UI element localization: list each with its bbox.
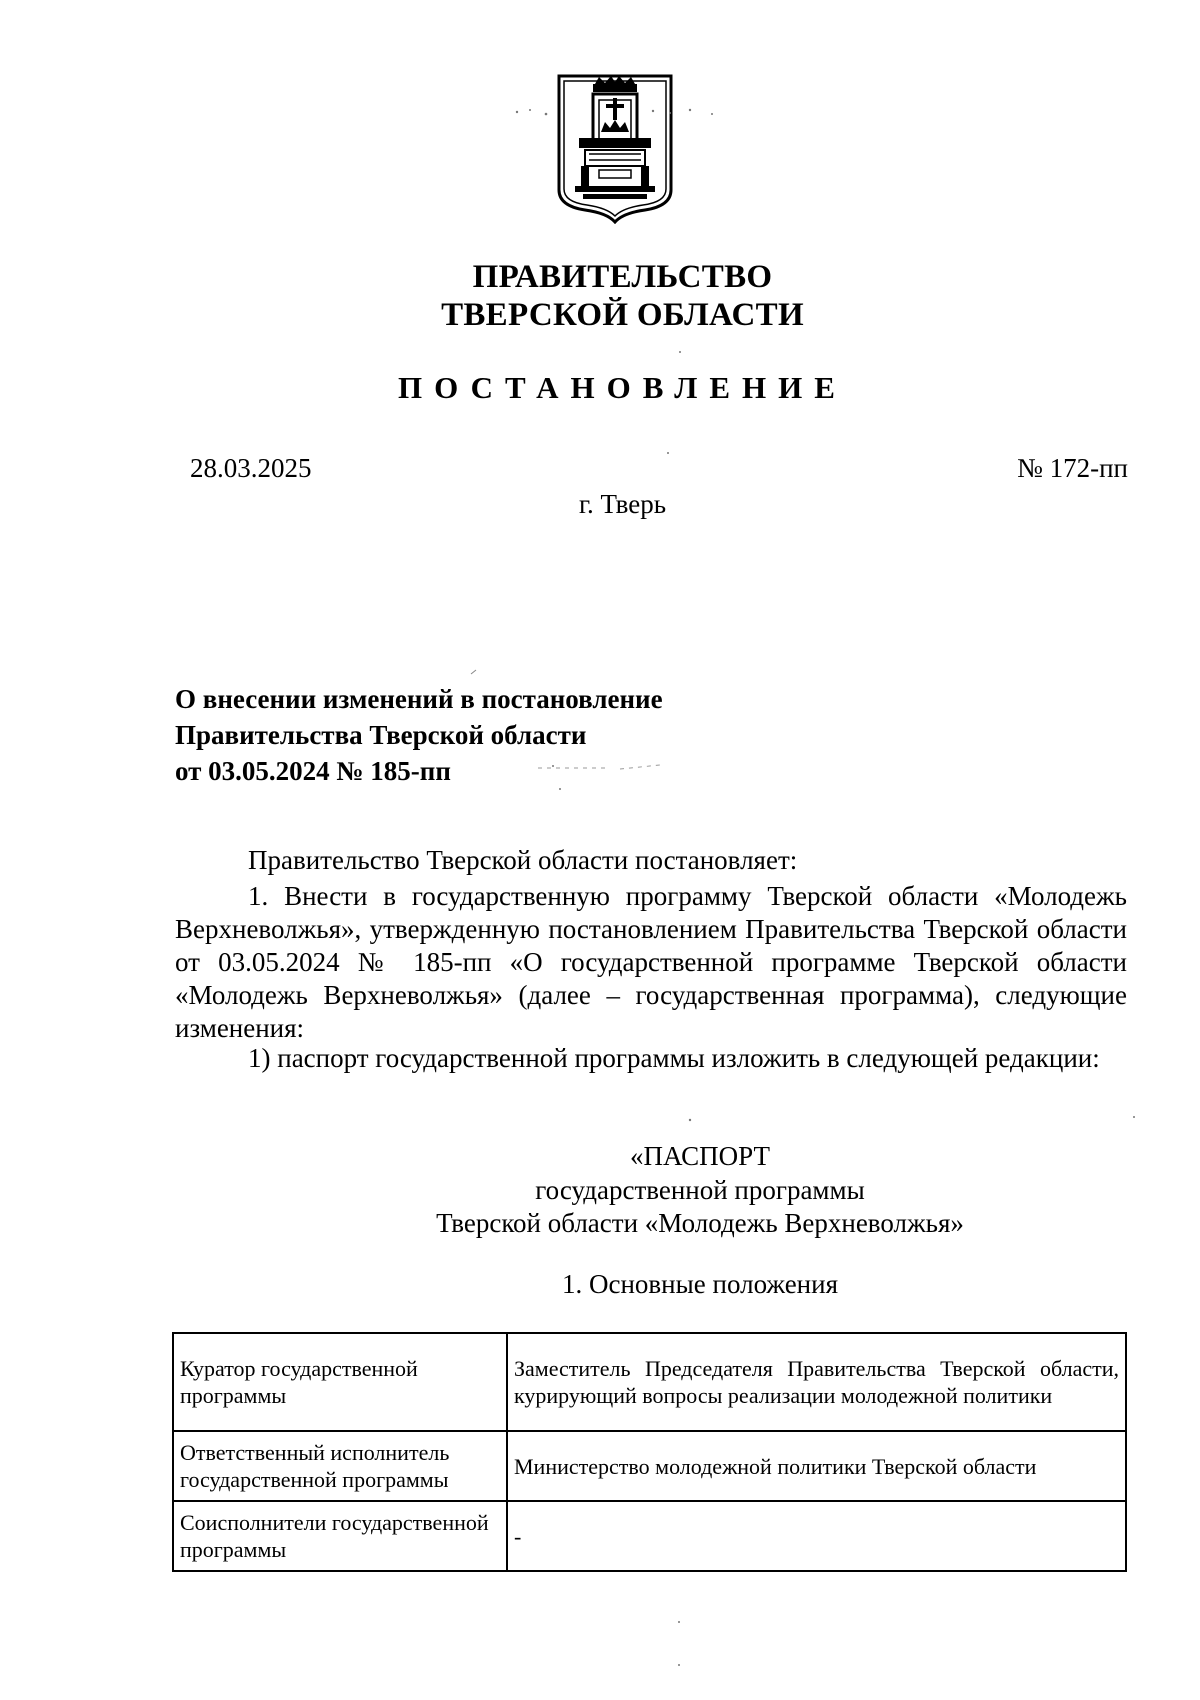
table-row: [173, 1501, 1126, 1571]
document-subject: [175, 681, 775, 789]
table-cell-label: Куратор государственной программы: [173, 1333, 507, 1431]
table-cell-value: -: [507, 1501, 1126, 1571]
body-item-1: 1. Внести в государственную программу Тверской области «Молодежь Верхневолжья», утвержденную постановлением Правительства Тверской области от 03.05.2024 № 185-пп «О государственной программе Тверской области «Молодежь Верхневолжья» (далее – государственная программа), следующие изменения:: [175, 881, 1127, 1043]
document-city: г. Тверь: [578, 489, 667, 519]
subject-line1: О внесении изменений в постановление: [175, 684, 663, 714]
body-intro: Правительство Тверской области постановляет:: [248, 845, 798, 875]
subject-line3: от 03.05.2024 № 185-пп: [175, 756, 451, 786]
table-cell-value: Министерство молодежной политики Тверской области: [507, 1431, 1126, 1501]
tver-coat-of-arms-icon: [555, 72, 675, 224]
table-row: [173, 1431, 1126, 1501]
table-cell-value: Заместитель Председателя Правительства Тверской области, курирующий вопросы реализации молодежной политики: [507, 1333, 1126, 1431]
table-cell-label: Соисполнители государственной программы: [173, 1501, 507, 1571]
passport-table: [172, 1332, 1127, 1572]
table-cell-label: Ответственный исполнитель государственной программы: [173, 1431, 507, 1501]
document-type: ПОСТАНОВЛЕНИЕ: [398, 370, 847, 405]
table-row: [173, 1333, 1126, 1431]
document-date: 28.03.2025: [190, 453, 312, 483]
passport-title-line3: Тверской области «Молодежь Верхневолжья»: [436, 1208, 964, 1238]
passport-title-line2: государственной программы: [535, 1175, 865, 1205]
government-name-line2: ТВЕРСКОЙ ОБЛАСТИ: [441, 297, 804, 333]
government-name-line1: ПРАВИТЕЛЬСТВО: [472, 259, 773, 295]
section-title: 1. Основные положения: [562, 1269, 838, 1299]
body-item-1-1: 1) паспорт государственной программы изложить в следующей редакции:: [248, 1043, 1100, 1073]
subject-line2: Правительства Тверской области: [175, 720, 587, 750]
document-number: № 172-пп: [1017, 453, 1128, 483]
passport-title-line1: «ПАСПОРТ: [630, 1141, 770, 1171]
